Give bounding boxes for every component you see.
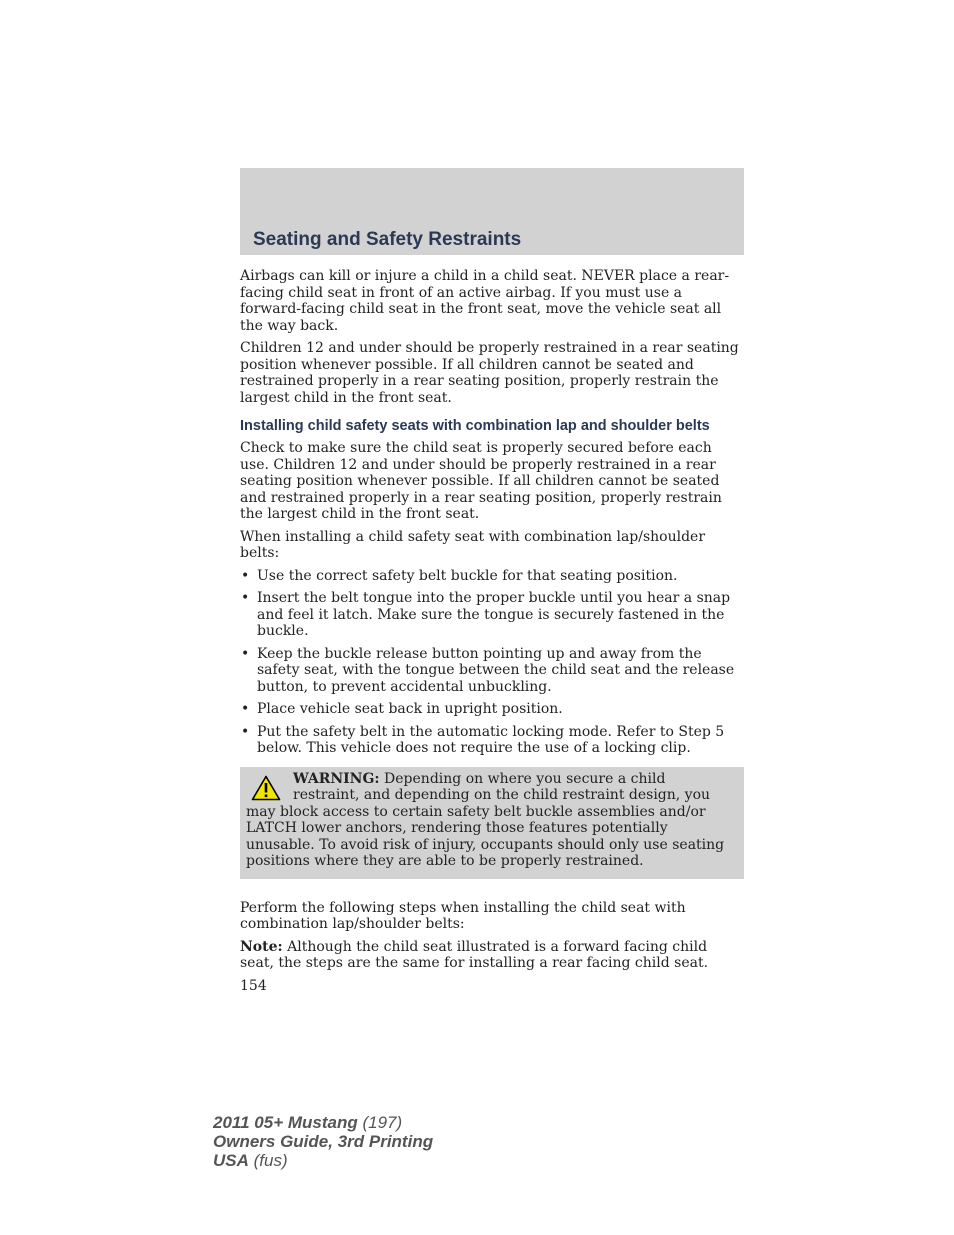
footer-line-guide <box>213 1132 433 1151</box>
bullet-icon: • <box>241 590 250 606</box>
list-item <box>240 701 744 718</box>
warning-triangle-icon <box>251 775 281 801</box>
list-item-text: Insert the belt tongue into the proper buckle until you hear a snap and feel it latch. Make sure the tongue is securely fastened in the buckle. <box>257 590 731 639</box>
warning-box <box>240 767 744 879</box>
body-paragraph: Check to make sure the child seat is properly secured before each use. Children 12 and under should be properly restrained in a rear seating position whenever possible. If all children cannot be seated and restrained properly in a rear seating position, properly restrain the largest child in the front seat. <box>240 440 722 522</box>
footer-line-model <box>213 1113 433 1132</box>
warning-text: Depending on where you secure a child restraint, and depending on the child restraint design, you may block access to certain safety belt buckle assemblies and/or LATCH lower anchors, rendering those features potentially unusable. To avoid risk of injury, occupants should only use seating positions where they are able to be properly restrained. <box>246 770 725 869</box>
note-paragraph <box>240 939 744 972</box>
body-paragraph: When installing a child safety seat with combination lap/shoulder belts: <box>240 528 706 561</box>
warning-label: WARNING: <box>293 770 380 787</box>
bullet-list <box>240 568 744 757</box>
footer-market: USA <box>213 1151 249 1170</box>
note-label: Note: <box>240 938 283 955</box>
list-item-text: Put the safety belt in the automatic locking mode. Refer to Step 5 below. This vehicle does not require the use of a locking clip. <box>257 723 725 756</box>
bullet-icon: • <box>241 701 250 717</box>
intro-paragraph: Airbags can kill or injure a child in a child seat. NEVER place a rear-facing child seat in front of an active airbag. If you must use a forward-facing child seat in the front seat, move the vehicle seat all the way back. <box>240 268 730 334</box>
steps-intro: Perform the following steps when installing the child seat with combination lap/shoulder belts: <box>240 899 686 932</box>
list-item-text: Use the correct safety belt buckle for that seating position. <box>257 567 678 584</box>
bullet-icon: • <box>241 723 250 740</box>
footer-guide: Owners Guide, 3rd Printing <box>213 1132 434 1151</box>
section-title: Seating and Safety Restraints <box>253 229 522 250</box>
list-item <box>240 568 744 585</box>
section-header-band <box>240 168 744 255</box>
list-item <box>240 590 744 640</box>
note-text: Although the child seat illustrated is a forward facing child seat, the steps are the same for installing a rear facing child seat. <box>240 938 709 971</box>
footer-line-market <box>213 1151 433 1170</box>
page-number: 154 <box>240 977 267 994</box>
footer-model-year: 2011 05+ Mustang <box>213 1113 358 1132</box>
list-item <box>240 724 744 757</box>
page-content <box>240 268 744 994</box>
footer-model-code: (197) <box>362 1113 403 1132</box>
bullet-icon: • <box>241 645 250 662</box>
subheading: Installing child safety seats with combination lap and shoulder belts <box>240 418 710 434</box>
list-item-text: Keep the buckle release button pointing up and away from the safety seat, with the tongue between the child seat and the release button, to prevent accidental unbuckling. <box>257 645 735 695</box>
footer-market-code: (fus) <box>253 1151 288 1170</box>
intro-paragraph: Children 12 and under should be properly restrained in a rear seating position whenever possible. If all children cannot be seated and restrained properly in a rear seating position, properly restrain the largest child in the front seat. <box>240 340 739 406</box>
list-item <box>240 646 744 696</box>
document-footer <box>213 1113 433 1170</box>
list-item-text: Place vehicle seat back in upright position. <box>257 701 563 717</box>
bullet-icon: • <box>241 567 250 584</box>
